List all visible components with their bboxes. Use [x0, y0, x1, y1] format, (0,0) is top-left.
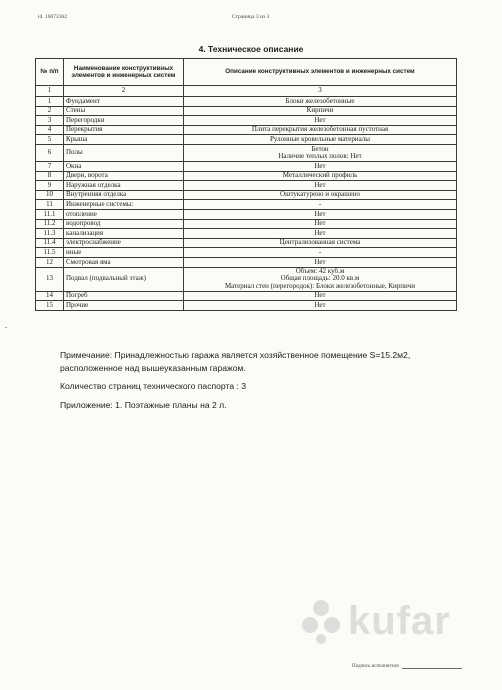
- description-line: Нет: [314, 300, 326, 309]
- table-row: [36, 161, 457, 171]
- column-number-row: [36, 86, 457, 97]
- margin-mark: -: [5, 323, 8, 331]
- signature-label: Подпись исполнителя: [352, 664, 399, 669]
- element-name: канализация: [64, 229, 184, 239]
- description-line: Нет: [314, 291, 326, 300]
- row-number: 13: [36, 267, 64, 291]
- description-line: Кирпичи: [306, 106, 334, 115]
- column-number: 1: [36, 86, 64, 97]
- page-label: Страница 3 из 3: [232, 14, 270, 20]
- row-number: 12: [36, 257, 64, 267]
- description-line: Блоки железобетонные: [285, 96, 355, 105]
- description-line: Рулонные кровельные материалы: [270, 134, 370, 143]
- row-number: 10: [36, 190, 64, 200]
- table-row: [36, 267, 457, 291]
- table-row: [36, 301, 457, 311]
- table-row: [36, 257, 457, 267]
- row-number: 2: [36, 106, 64, 116]
- note-line: расположенное над вышеуказанным гаражом.: [60, 362, 246, 373]
- element-description: [184, 125, 457, 135]
- element-description: [184, 171, 457, 181]
- header-element-name: Наименование конструктивных элементов и инженерных систем: [64, 59, 184, 86]
- element-description: [184, 229, 457, 239]
- element-description: [184, 248, 457, 258]
- description-line: Бетон: [311, 144, 329, 153]
- description-line: Объем: 42 куб.м: [295, 267, 345, 275]
- row-number: 15: [36, 301, 64, 311]
- element-description: [184, 291, 457, 301]
- element-name: иные: [64, 248, 184, 258]
- row-number: 3: [36, 116, 64, 126]
- row-number: 9: [36, 181, 64, 191]
- description-line: Общая площадь: 20.0 кв.м: [280, 274, 360, 283]
- element-name: Перегородки: [64, 116, 184, 126]
- element-description: [184, 97, 457, 107]
- element-description: [184, 219, 457, 229]
- header-number: № п/п: [36, 59, 64, 86]
- table-row: [36, 190, 457, 200]
- description-line: Нет: [314, 209, 326, 218]
- row-number: 14: [36, 291, 64, 301]
- element-name: Внутренняя отделка: [64, 190, 184, 200]
- row-number: 11.2: [36, 219, 64, 229]
- notes-block: [60, 349, 480, 411]
- column-number: 2: [64, 86, 184, 97]
- section-title: 4. Техническое описание: [198, 44, 304, 54]
- description-line: Нет: [314, 228, 326, 237]
- element-name: Прочие: [64, 301, 184, 311]
- element-name: Окна: [64, 161, 184, 171]
- row-number: 11: [36, 200, 64, 210]
- description-line: Материал стен (перегородок): Блоки железобетонные, Кирпичи: [224, 281, 416, 290]
- table-row: [36, 116, 457, 126]
- element-description: [184, 144, 457, 161]
- element-name: Наружная отделка: [64, 181, 184, 191]
- element-name: Крыша: [64, 135, 184, 145]
- appendix-line: Приложение: 1. Поэтажные планы на 2 л.: [60, 399, 227, 410]
- element-description: [184, 181, 457, 191]
- description-line: Нет: [314, 257, 326, 266]
- header-description: Описание конструктивных элементов и инженерных систем: [184, 59, 457, 86]
- watermark: [300, 585, 490, 660]
- watermark-text: kufar: [348, 599, 451, 643]
- description-line: Оштукатурено и окрашено: [280, 190, 360, 199]
- table-row: [36, 181, 457, 191]
- page-count-line: Количество страниц технического паспорта : 3: [60, 381, 247, 391]
- kufar-logo-icon: [300, 595, 342, 645]
- table-row: [36, 248, 457, 258]
- element-name: отопление: [64, 209, 184, 219]
- description-line: Нет: [314, 115, 326, 124]
- element-description: [184, 301, 457, 311]
- element-description: [184, 238, 457, 248]
- element-name: Двери, ворота: [64, 171, 184, 181]
- row-number: 1: [36, 97, 64, 107]
- table-row: [36, 238, 457, 248]
- table-row: [36, 171, 457, 181]
- element-name: Фундамент: [64, 97, 184, 107]
- row-number: 6: [36, 144, 64, 161]
- row-number: 11.3: [36, 229, 64, 239]
- element-name: Перекрытия: [64, 125, 184, 135]
- element-name: электроснабжение: [64, 238, 184, 248]
- element-description: [184, 200, 457, 210]
- table-row: [36, 219, 457, 229]
- description-line: -: [318, 199, 322, 208]
- row-number: 7: [36, 161, 64, 171]
- document-id: id. 10072362: [38, 14, 68, 20]
- table-row: [36, 291, 457, 301]
- description-line: Металлический профиль: [282, 171, 358, 180]
- description-line: Нет: [314, 161, 326, 170]
- row-number: 11.5: [36, 248, 64, 258]
- description-line: Плита перекрытия железобетонная пустотная: [251, 125, 389, 134]
- element-description: [184, 209, 457, 219]
- element-description: [184, 257, 457, 267]
- signature-line: [402, 668, 462, 669]
- table-row: [36, 209, 457, 219]
- description-line: Централизованная система: [279, 238, 361, 247]
- table-row: [36, 200, 457, 210]
- element-name: Полы: [64, 144, 184, 161]
- element-description: [184, 267, 457, 291]
- signature-area: [352, 664, 462, 669]
- element-description: [184, 106, 457, 116]
- row-number: 5: [36, 135, 64, 145]
- element-description: [184, 190, 457, 200]
- table-row: [36, 135, 457, 145]
- note-line: Примечание: Принадлежностью гаража является хозяйственное помещение S=15.2м2,: [60, 350, 411, 360]
- table-row: [36, 229, 457, 239]
- technical-description-table: [35, 58, 457, 311]
- table-row: [36, 97, 457, 107]
- description-line: -: [318, 247, 322, 256]
- table-row: [36, 144, 457, 161]
- element-name: Погреб: [64, 291, 184, 301]
- element-name: Смотровая яма: [64, 257, 184, 267]
- row-number: 4: [36, 125, 64, 135]
- row-number: 8: [36, 171, 64, 181]
- description-line: Нет: [314, 219, 326, 228]
- description-line: Нет: [314, 180, 326, 189]
- element-description: [184, 116, 457, 126]
- table-row: [36, 106, 457, 116]
- element-name: водопровод: [64, 219, 184, 229]
- element-description: [184, 135, 457, 145]
- element-description: [184, 161, 457, 171]
- element-name: Инженерные системы:: [64, 200, 184, 210]
- row-number: 11.4: [36, 238, 64, 248]
- element-name: Подвал (подвальный этаж): [64, 267, 184, 291]
- table-row: [36, 125, 457, 135]
- description-line: Наличие теплых полов: Нет: [278, 151, 362, 160]
- column-number: 3: [184, 86, 457, 97]
- element-name: Стены: [64, 106, 184, 116]
- row-number: 11.1: [36, 209, 64, 219]
